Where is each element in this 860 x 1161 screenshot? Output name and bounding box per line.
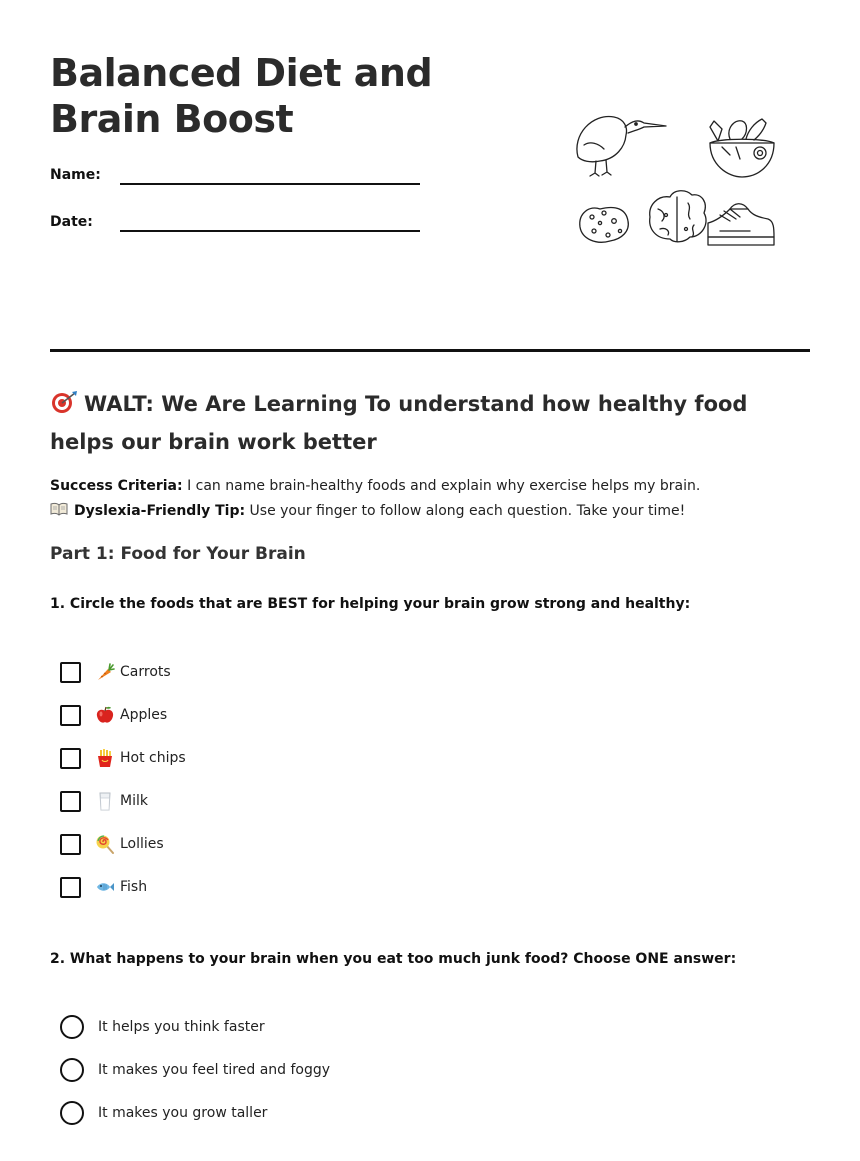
question-2: 2. What happens to your brain when you eat too much junk food? Choose ONE answer: bbox=[50, 951, 737, 967]
answer-grow-taller[interactable] bbox=[60, 1100, 267, 1126]
kiwi-bird-icon bbox=[577, 117, 666, 176]
fries-icon bbox=[95, 748, 115, 768]
radio-button[interactable] bbox=[60, 1101, 84, 1125]
option-hot-chips[interactable] bbox=[60, 745, 186, 771]
radio-button[interactable] bbox=[60, 1015, 84, 1039]
option-lollies[interactable] bbox=[60, 831, 164, 857]
success-criteria bbox=[50, 474, 810, 499]
option-fish[interactable] bbox=[60, 874, 147, 900]
date-label: Date: bbox=[50, 214, 93, 230]
carrot-icon bbox=[95, 662, 115, 682]
sneaker-icon bbox=[708, 204, 774, 245]
success-criteria-label: Success Criteria: bbox=[50, 478, 183, 494]
part1-heading: Part 1: Food for Your Brain bbox=[50, 544, 306, 564]
answer-tired-foggy[interactable] bbox=[60, 1057, 330, 1083]
option-carrots[interactable] bbox=[60, 659, 171, 685]
option-label: Fish bbox=[120, 879, 148, 895]
dyslexia-tip bbox=[50, 499, 810, 524]
tip-text: Use your finger to follow along each question. Take your time! bbox=[249, 503, 686, 519]
option-label: Lollies bbox=[120, 836, 164, 852]
answer-label: It makes you grow taller bbox=[98, 1105, 268, 1121]
success-criteria-text: I can name brain-healthy foods and explain why exercise helps my brain. bbox=[187, 478, 701, 494]
option-label: Apples bbox=[120, 707, 168, 723]
target-icon bbox=[50, 390, 78, 414]
name-field[interactable] bbox=[50, 167, 420, 197]
walt-text: WALT: We Are Learning To understand how healthy food helps our brain work better bbox=[50, 392, 748, 454]
name-line[interactable] bbox=[120, 183, 420, 185]
option-label: Hot chips bbox=[120, 750, 186, 766]
criteria-block bbox=[50, 474, 810, 524]
milk-glass-icon bbox=[95, 791, 115, 811]
header-illustration bbox=[570, 105, 780, 255]
option-label: Milk bbox=[120, 793, 148, 809]
checkbox[interactable] bbox=[60, 877, 81, 898]
salad-bowl-icon bbox=[710, 119, 774, 177]
checkbox[interactable] bbox=[60, 791, 81, 812]
tip-label: Dyslexia-Friendly Tip: bbox=[74, 503, 246, 519]
lollipop-icon bbox=[95, 834, 115, 854]
answer-think-faster[interactable] bbox=[60, 1014, 265, 1040]
option-apples[interactable] bbox=[60, 702, 167, 728]
checkbox[interactable] bbox=[60, 748, 81, 769]
name-label: Name: bbox=[50, 167, 101, 183]
option-label: Carrots bbox=[120, 664, 171, 680]
cookie-icon bbox=[580, 208, 629, 243]
open-book-icon bbox=[50, 502, 68, 516]
date-field[interactable] bbox=[50, 214, 420, 244]
checkbox[interactable] bbox=[60, 705, 81, 726]
question-1: 1. Circle the foods that are BEST for helping your brain grow strong and healthy: bbox=[50, 596, 691, 612]
date-line[interactable] bbox=[120, 230, 420, 232]
checkbox[interactable] bbox=[60, 662, 81, 683]
option-milk[interactable] bbox=[60, 788, 148, 814]
fish-icon bbox=[95, 877, 115, 897]
page-title: Balanced Diet and Brain Boost bbox=[50, 51, 433, 141]
radio-button[interactable] bbox=[60, 1058, 84, 1082]
checkbox[interactable] bbox=[60, 834, 81, 855]
walt-heading bbox=[50, 385, 810, 461]
brain-icon bbox=[650, 191, 706, 242]
apple-icon bbox=[95, 705, 115, 725]
answer-label: It helps you think faster bbox=[98, 1019, 265, 1035]
section-divider bbox=[50, 349, 810, 352]
answer-label: It makes you feel tired and foggy bbox=[98, 1062, 331, 1078]
